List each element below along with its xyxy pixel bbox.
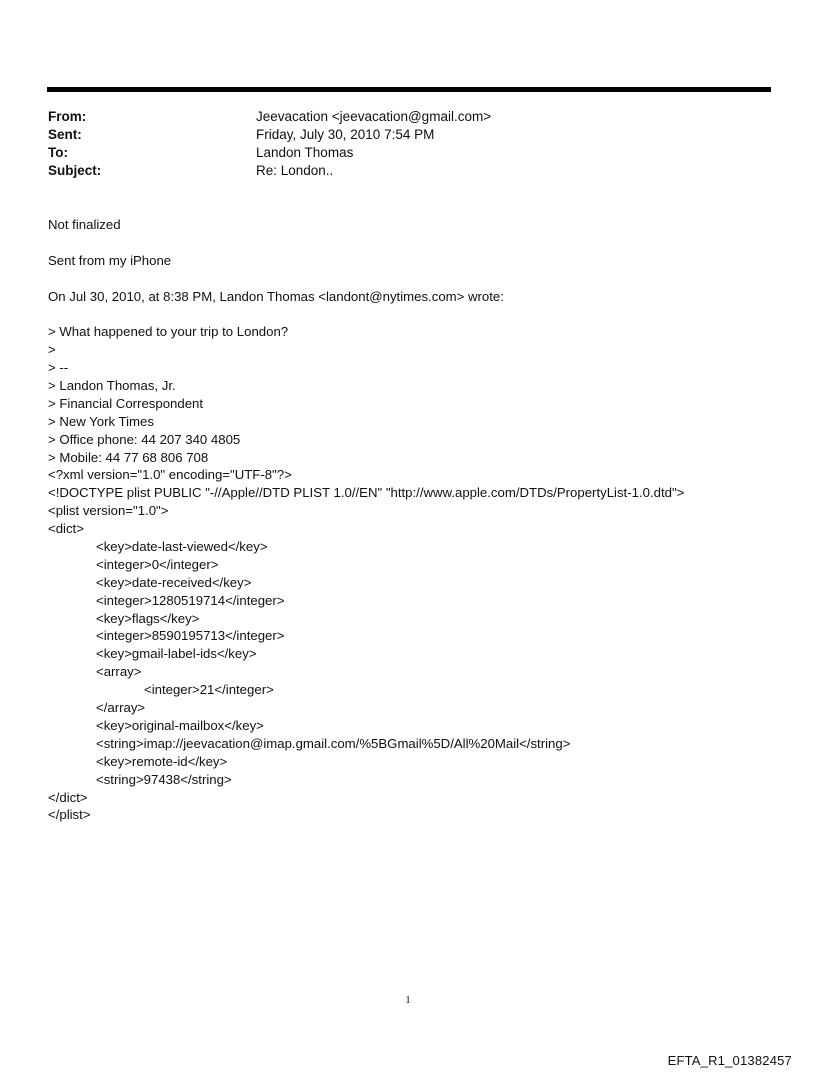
plist-line: <!DOCTYPE plist PUBLIC "-//Apple//DTD PLIST 1.0//EN" "http://www.apple.com/DTDs/PropertyList-1.0.dtd">	[48, 485, 685, 501]
plist-line: <key>gmail-label-ids</key>	[96, 646, 257, 662]
sent-label: Sent:	[48, 127, 82, 142]
to-label: To:	[48, 145, 68, 160]
quoted-line: > Mobile: 44 77 68 806 708	[48, 449, 209, 465]
plist-line: </dict>	[48, 789, 88, 805]
plist-line: <string>imap://jeevacation@imap.gmail.com/%5BGmail%5D/All%20Mail</string>	[96, 735, 571, 751]
from-value: Jeevacation <jeevacation@gmail.com>	[256, 109, 492, 124]
subject-label: Subject:	[48, 163, 102, 178]
plist-line: <integer>21</integer>	[144, 682, 274, 698]
plist-line: <integer>0</integer>	[96, 556, 219, 572]
plist-metadata	[48, 466, 788, 824]
quoted-line: > Landon Thomas, Jr.	[48, 378, 176, 394]
reply-text: Not finalized	[48, 217, 121, 232]
document-id: EFTA_R1_01382457	[667, 1053, 792, 1068]
plist-line: <?xml version="1.0" encoding="UTF-8"?>	[48, 467, 292, 483]
page-number: 1	[405, 994, 411, 1006]
quote-intro: On Jul 30, 2010, at 8:38 PM, Landon Thomas <landont@nytimes.com> wrote:	[48, 288, 504, 304]
spacer	[48, 234, 788, 252]
plist-line: <string>97438</string>	[96, 771, 232, 787]
plist-line: <key>original-mailbox</key>	[96, 717, 264, 733]
quoted-line: >	[48, 342, 56, 358]
header-rule	[47, 87, 771, 92]
plist-line: <key>date-received</key>	[96, 574, 252, 590]
quoted-line: > Financial Correspondent	[48, 395, 204, 411]
email-headers	[48, 108, 748, 180]
spacer	[48, 305, 788, 323]
subject-value: Re: London..	[256, 163, 334, 178]
plist-line: </plist>	[48, 807, 91, 823]
quoted-line: > Office phone: 44 207 340 4805	[48, 431, 241, 447]
plist-line: <integer>1280519714</integer>	[96, 592, 285, 608]
plist-line: <key>date-last-viewed</key>	[96, 539, 268, 555]
plist-line: <key>flags</key>	[96, 610, 200, 626]
plist-line: </array>	[96, 700, 146, 716]
quoted-line: > --	[48, 360, 69, 376]
spacer	[48, 270, 788, 288]
quoted-line: > What happened to your trip to London?	[48, 324, 289, 340]
sent-value: Friday, July 30, 2010 7:54 PM	[256, 127, 435, 142]
quoted-message	[48, 323, 788, 466]
quoted-line: > New York Times	[48, 413, 154, 429]
plist-line: <plist version="1.0">	[48, 503, 169, 519]
header-subject	[48, 162, 748, 180]
signature-text: Sent from my iPhone	[48, 252, 172, 268]
header-sent	[48, 126, 748, 144]
header-to	[48, 144, 748, 162]
header-from	[48, 108, 748, 126]
to-value: Landon Thomas	[256, 145, 354, 160]
plist-line: <key>remote-id</key>	[96, 753, 228, 769]
plist-line: <integer>8590195713</integer>	[96, 628, 285, 644]
plist-line: <array>	[96, 664, 142, 680]
plist-line: <dict>	[48, 521, 84, 537]
from-label: From:	[48, 109, 87, 124]
email-body	[48, 216, 788, 824]
